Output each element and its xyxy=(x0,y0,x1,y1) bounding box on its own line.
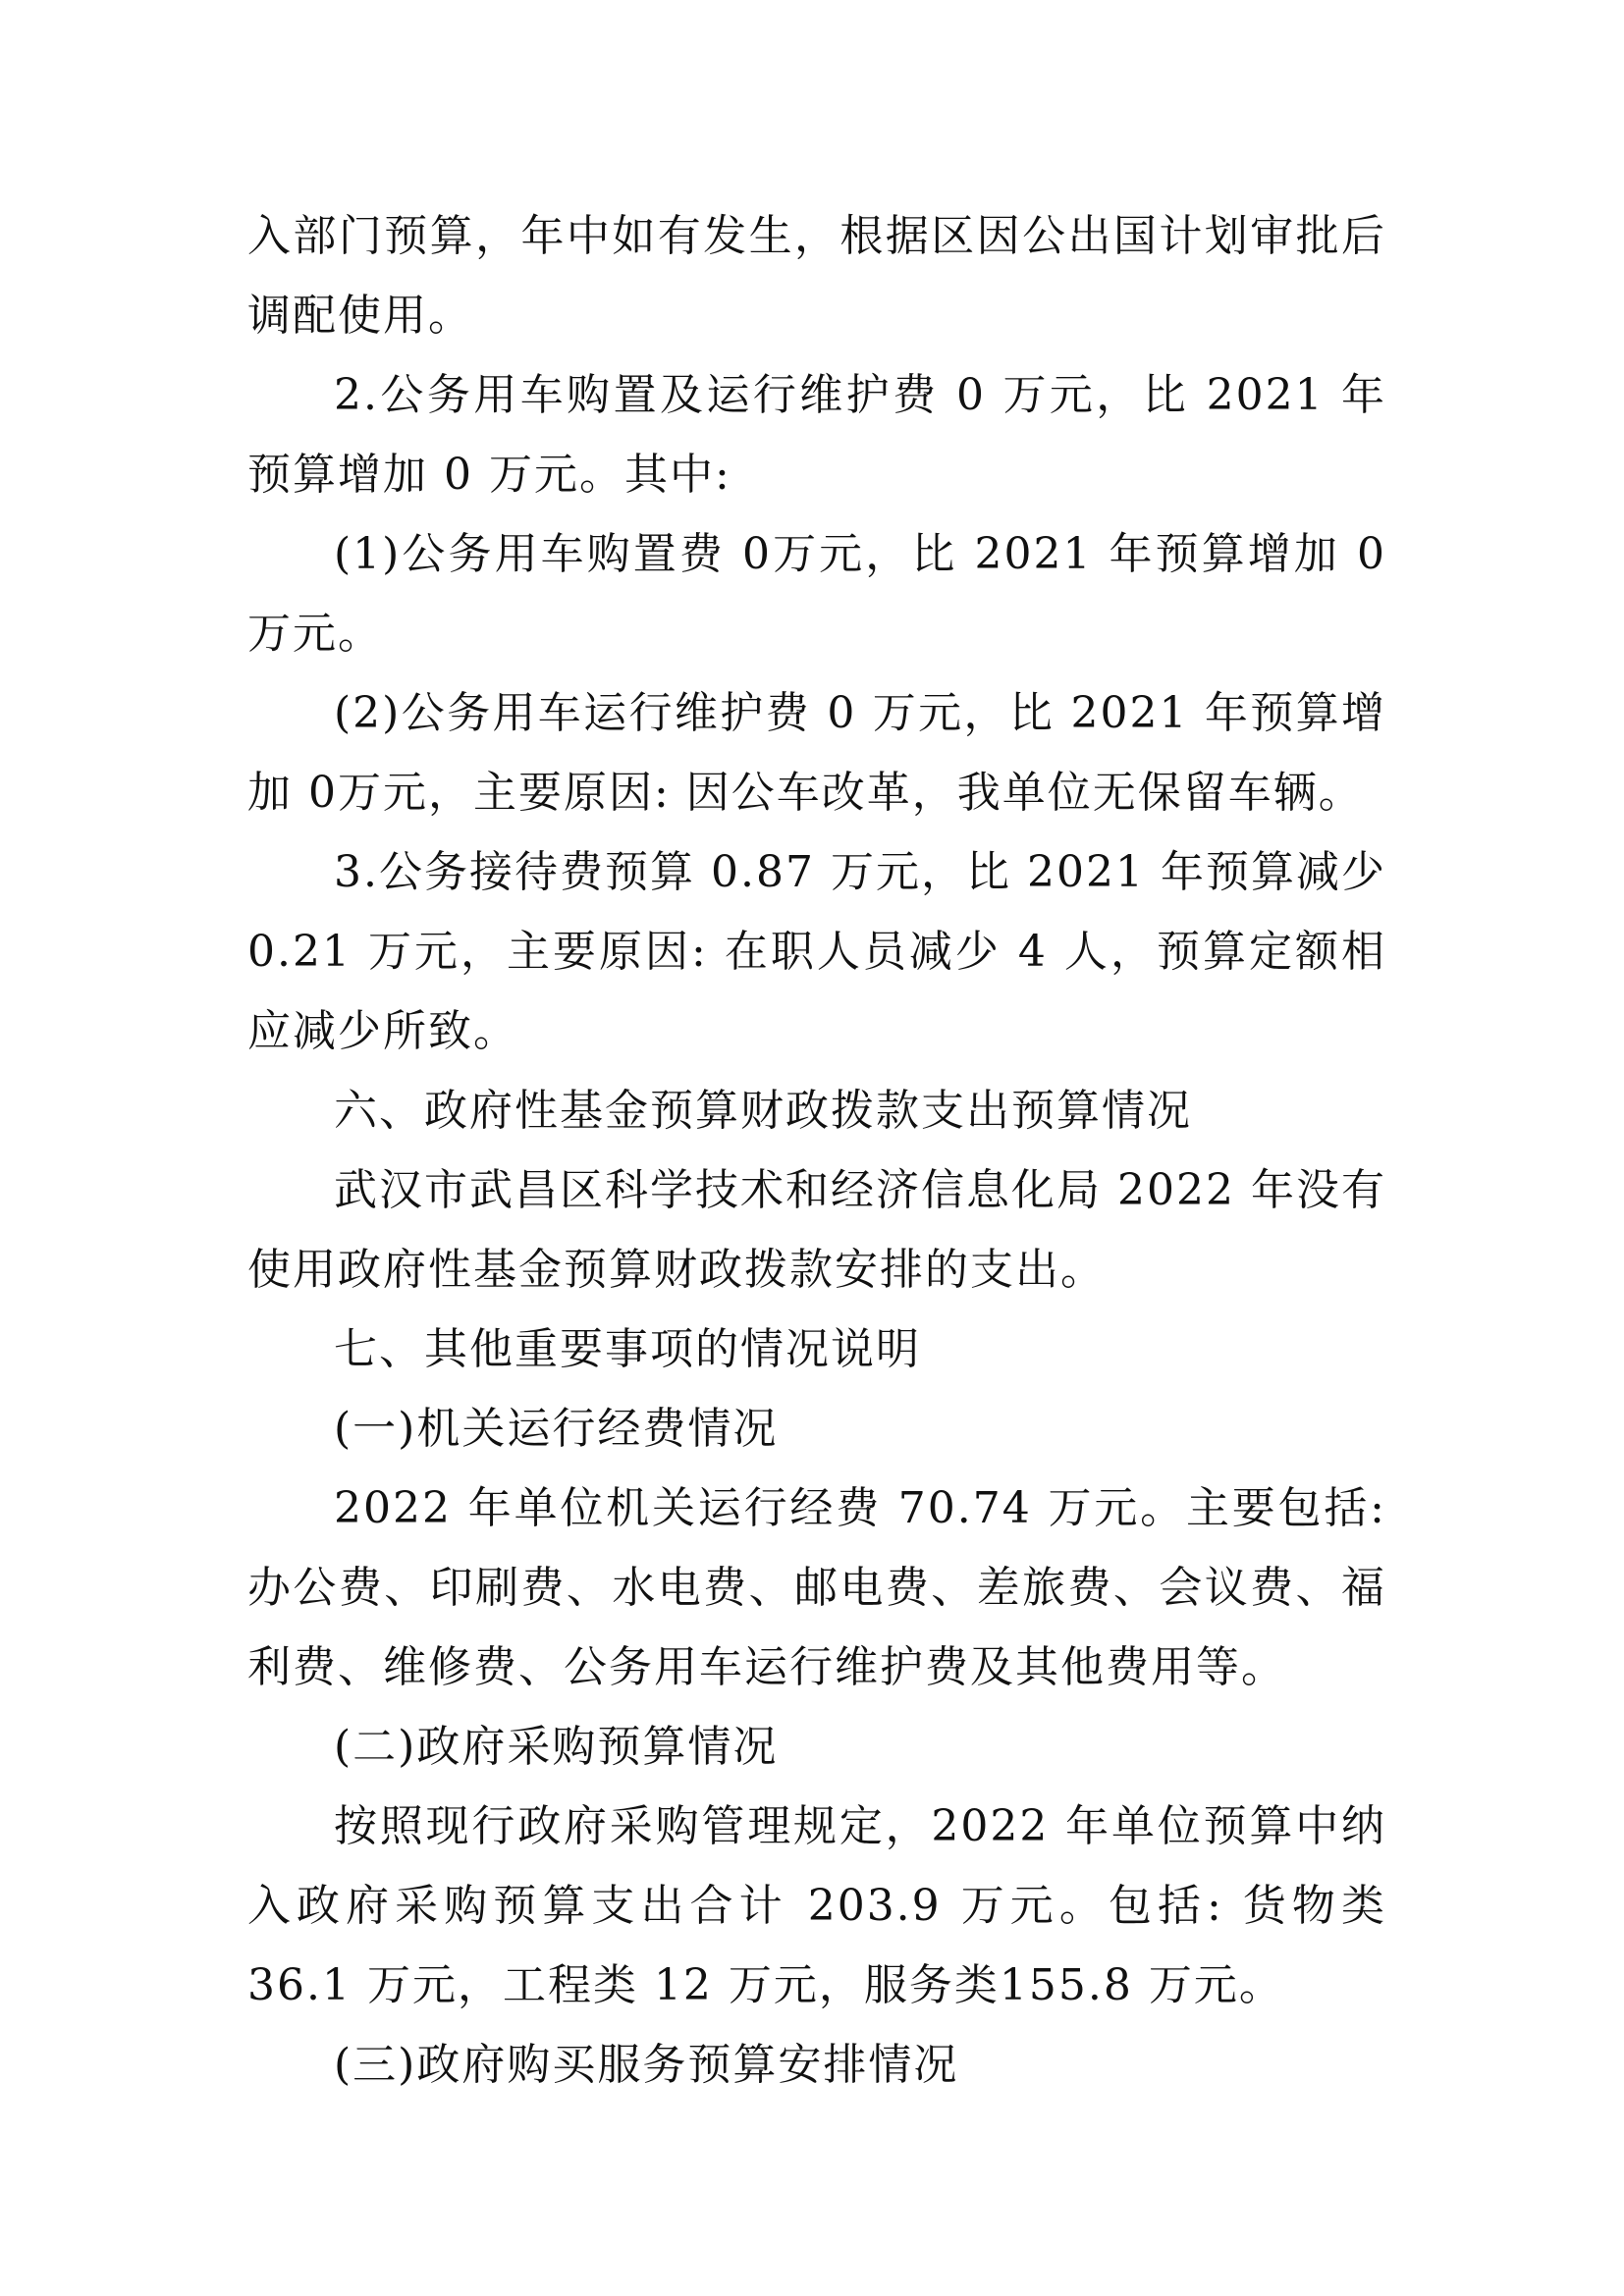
paragraph-vehicle-costs: 2.公务用车购置及运行维护费 0 万元，比 2021 年预算增加 0 万元。其中: xyxy=(247,370,1386,500)
paragraph-procurement: 按照现行政府采购管理规定，2022 年单位预算中纳入政府采购预算支出合计 203.9 万元。包括: 货物类 36.1 万元，工程类 12 万元，服务类155.8 万元。 xyxy=(247,1801,1386,2010)
document-body xyxy=(247,196,1386,2105)
section-heading-6: 六、政府性基金预算财政拨款支出预算情况 xyxy=(334,1086,1192,1136)
paragraph-vehicle-purchase: (1)公务用车购置费 0万元，比 2021 年预算增加 0万元。 xyxy=(247,529,1386,659)
paragraph-continuation: 入部门预算，年中如有发生，根据区因公出国计划审批后调配使用。 xyxy=(247,211,1386,341)
paragraph-government-fund: 武汉市武昌区科学技术和经济信息化局 2022 年没有使用政府性基金预算财政拨款安排的支出。 xyxy=(247,1165,1386,1295)
paragraph-operating-costs: 2022 年单位机关运行经费 70.74 万元。主要包括: 办公费、印刷费、水电费、邮电费、差旅费、会议费、福利费、维修费、公务用车运行维护费及其他费用等。 xyxy=(247,1483,1386,1692)
subsection-heading-1: (一)机关运行经费情况 xyxy=(334,1404,779,1454)
subsection-heading-2: (二)政府采购预算情况 xyxy=(334,1722,779,1772)
paragraph-vehicle-maintenance: (2)公务用车运行维护费 0 万元，比 2021 年预算增加 0万元，主要原因: 因公车改革，我单位无保留车辆。 xyxy=(247,688,1386,818)
subsection-heading-3: (三)政府购买服务预算安排情况 xyxy=(334,2040,959,2090)
section-heading-7: 七、其他重要事项的情况说明 xyxy=(334,1324,921,1374)
paragraph-reception-costs: 3.公务接待费预算 0.87 万元，比 2021 年预算减少 0.21 万元，主要原因: 在职人员减少 4 人，预算定额相应减少所致。 xyxy=(247,847,1386,1056)
